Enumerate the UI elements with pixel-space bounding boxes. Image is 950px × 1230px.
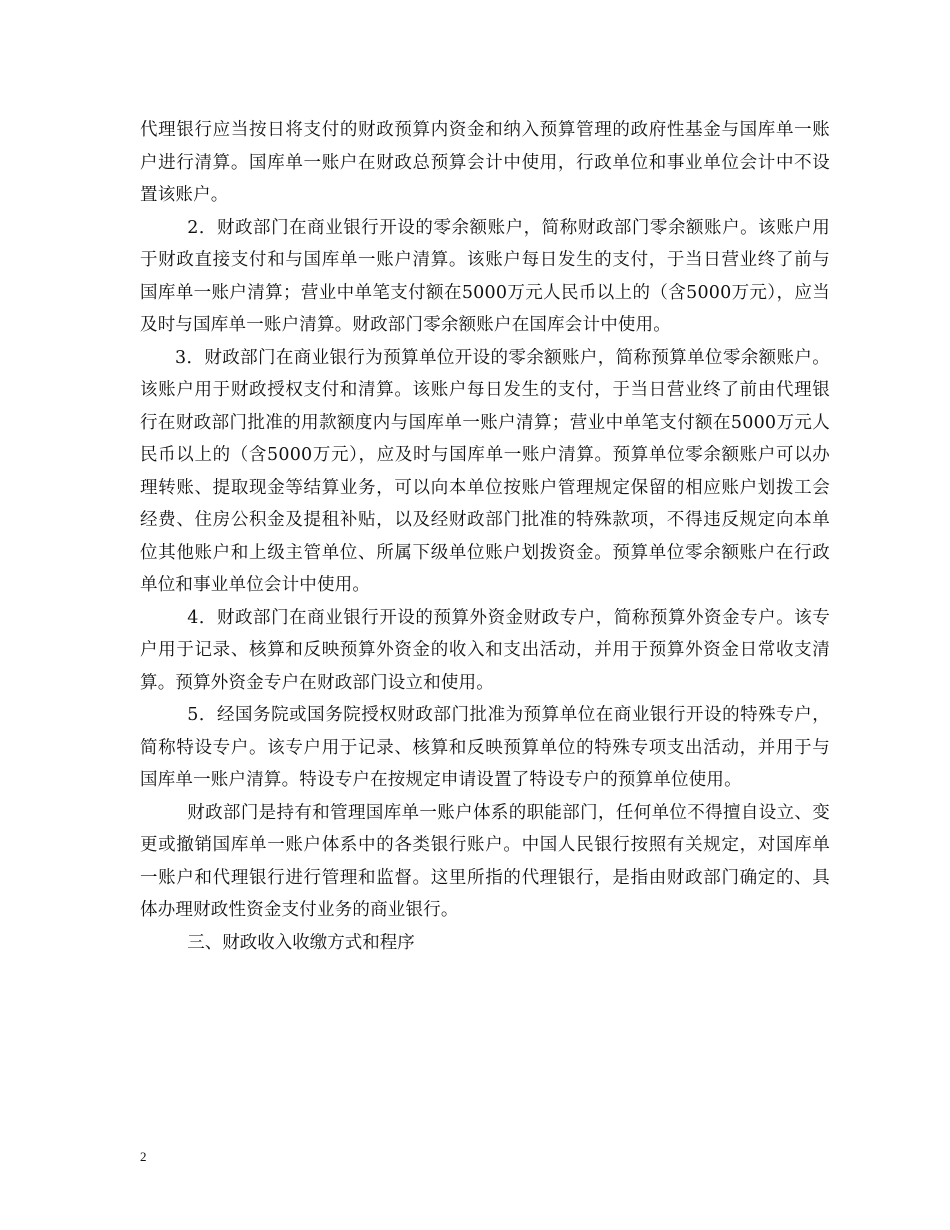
paragraph-item-4: 4．财政部门在商业银行开设的预算外资金财政专户，简称预算外资金专户。该专户用于记录、核算和反映预算外资金的收入和支出活动，并用于预算外资金日常收支清算。预算外资金专户在财政部门设立和使用。 [140, 607, 830, 693]
paragraph-continuation: 代理银行应当按日将支付的财政预算内资金和纳入预算管理的政府性基金与国库单一账户进行清算。国库单一账户在财政总预算会计中使用，行政单位和事业单位会计中不设置该账户。 [140, 120, 830, 205]
section-heading: 三、财政收入收缴方式和程序 [187, 932, 415, 953]
document-body [140, 114, 830, 959]
paragraph-item-3: 3．财政部门在商业银行为预算单位开设的零余额账户，简称预算单位零余额账户。该账户用于财政授权支付和清算。该账户每日发生的支付，于当日营业终了前由代理银行在财政部门批准的用款额度内与国库单一账户清算；营业中单笔支付额在5000万元人民币以上的（含5000万元），应及时与国库单一账户清算。预算单位零余额账户可以办理转账、提取现金等结算业务，可以向本单位按账户管理规定保留的相应账户划拨工会经费、住房公积金及提租补贴，以及经财政部门批准的特殊款项，不得违反规定向本单位其他账户和上级主管单位、所属下级单位账户划拨资金。预算单位零余额账户在行政单位和事业单位会计中使用。 [140, 347, 830, 595]
page-number: 2 [140, 1149, 147, 1164]
paragraph-item-2: 2．财政部门在商业银行开设的零余额账户，简称财政部门零余额账户。该账户用于财政直接支付和与国库单一账户清算。该账户每日发生的支付，于当日营业终了前与国库单一账户清算；营业中单笔支付额在5000万元人民币以上的（含5000万元），应当及时与国库单一账户清算。财政部门零余额账户在国库会计中使用。 [140, 217, 830, 335]
paragraph-management: 财政部门是持有和管理国库单一账户体系的职能部门，任何单位不得擅自设立、变更或撤销国库单一账户体系中的各类银行账户。中国人民银行按照有关规定，对国库单一账户和代理银行进行管理和监督。这里所指的代理银行，是指由财政部门确定的、具体办理财政性资金支付业务的商业银行。 [140, 802, 830, 920]
paragraph-item-5: 5．经国务院或国务院授权财政部门批准为预算单位在商业银行开设的特殊专户，简称特设专户。该专户用于记录、核算和反映预算单位的特殊专项支出活动，并用于与国库单一账户清算。特设专户在按规定申请设置了特设专户的预算单位使用。 [140, 705, 830, 790]
